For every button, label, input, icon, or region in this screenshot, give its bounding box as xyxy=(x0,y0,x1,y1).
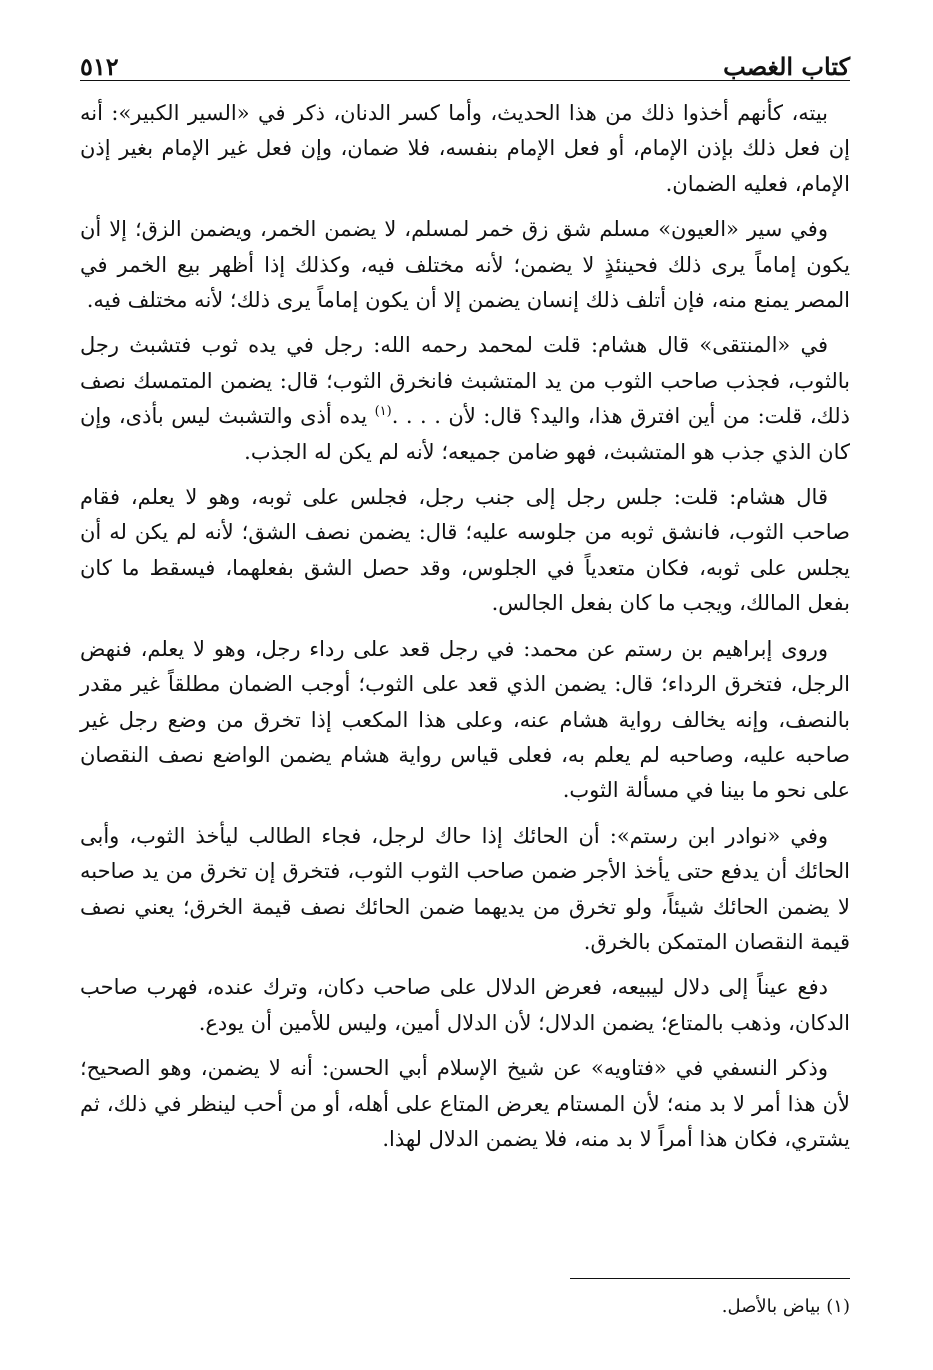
paragraph-1: بيته، كأنهم أخذوا ذلك من هذا الحديث، وأما كسر الدنان، ذكر في «السير الكبير»: أنه إن فعل ذلك بإذن الإمام، أو فعل الإمام بنفسه، فلا ضمان، وإن فعل غير الإمام بغير إذن الإمام، فعليه الضمان. xyxy=(80,101,850,196)
running-head xyxy=(80,42,850,82)
paragraph-3-end: يده أذى والتشبث ليس بأذى، وإن كان الذي جذب هو المتشبث، فهو ضامن جميعه؛ لأنه لم يكن له الجذب. xyxy=(80,404,850,464)
paragraph-5: وروى إبراهيم بن رستم عن محمد: في رجل قعد على رداء رجل، وهو لا يعلم، فنهض الرجل، فتخرق الرداء؛ قال: يضمن الذي قعد على الثوب؛ أوجب الضمان مطلقاً غير مقدر بالنصف، وإنه يخالف رواية هشام عنه، وعلى هذا المكعب إذا تخرق من وضع رجل غير صاحبه عليه، وصاحبه لم يعلم به، فعلى قياس رواية هشام يضمن الواضع نصف النقصان على نحو ما بينا في مسألة الثوب. xyxy=(80,636,850,803)
paragraph-6: وفي «نوادر ابن رستم»: أن الحائك إذا حاك لرجل، فجاء الطالب ليأخذ الثوب، وأبى الحائك أن يدفع حتى يأخذ الأجر ضمن صاحب الثوب الثوب، فتخرق إن تخرق من يد صاحبه لا يضمن الحائك شيئاً، ولو تخرق من يديهما ضمن الحائك نصف قيمة الخرق؛ يعني نصف قيمة النقصان المتمكن بالخرق. xyxy=(80,823,850,954)
page-number: ٥١٢ xyxy=(80,52,119,81)
paragraph-4: قال هشام: قلت: جلس رجل إلى جنب رجل، فجلس على ثوبه، وهو لا يعلم، فقام صاحب الثوب، فانشق ثوبه من جلوسه عليه؛ قال: يضمن نصف الشق؛ لأنه لم يكن له أن يجلس على ثوبه، فكان متعدياً في الجلوس، وقد حصل الشق بفعلهما، فيسقط ما كان بفعل المالك، ويجب ما كان بفعل الجالس. xyxy=(80,485,850,616)
header-rule xyxy=(80,80,850,81)
footnote-rule xyxy=(570,1278,850,1279)
chapter-title: كتاب الغصب xyxy=(723,52,850,81)
page xyxy=(80,0,850,1370)
footnote-text: بياض بالأصل. xyxy=(721,1296,821,1317)
footnote-marker: (١) xyxy=(374,404,392,420)
paragraph-2: وفي سير «العيون» مسلم شق زق خمر لمسلم، لا يضمن الخمر، ويضمن الزق؛ إلا أن يكون إماماً يرى ذلك فحينئذٍ لا يضمن؛ لأنه مختلف فيه، وكذلك إذا أظهر بيع الخمر في المصر يمنع منه، فإن أتلف ذلك إنسان يضمن إلا أن يكون إماماً يرى ذلك؛ لأنه مختلف فيه. xyxy=(80,217,850,313)
paragraph-7: دفع عيناً إلى دلال ليبيعه، فعرض الدلال على صاحب دكان، وترك عنده، فهرب صاحب الدكان، وذهب بالمتاع؛ يضمن الدلال؛ لأن الدلال أمين، وليس للأمين أن يودع. xyxy=(80,975,850,1035)
footnote xyxy=(80,1292,850,1322)
paragraph-3 xyxy=(80,328,850,470)
paragraph-3-start: في «المنتقى» قال هشام: قلت لمحمد رحمه الله: رجل في يده ثوب فتشبث رجل بالثوب، فجذب صاحب الثوب من يد المتشبث فانخرق الثوب؛ قال: يضمن المتمسك نصف ذلك، قلت: من أين افترق هذا، واليد؟ قال: لأن . . . . xyxy=(80,333,850,429)
paragraph-8: وذكر النسفي في «فتاويه» عن شيخ الإسلام أبي الحسن: أنه لا يضمن، وهو الصحيح؛ لأن هذا أمر لا بد منه؛ لأن المستام يعرض المتاع على أهله، أو من أحب لينظر في ذلك، ثم يشتري، فكان هذا أمراً لا بد منه، فلا يضمن الدلال لهذا. xyxy=(80,1056,850,1151)
main-text xyxy=(80,96,850,1167)
footnote-number: (١) xyxy=(826,1296,850,1317)
